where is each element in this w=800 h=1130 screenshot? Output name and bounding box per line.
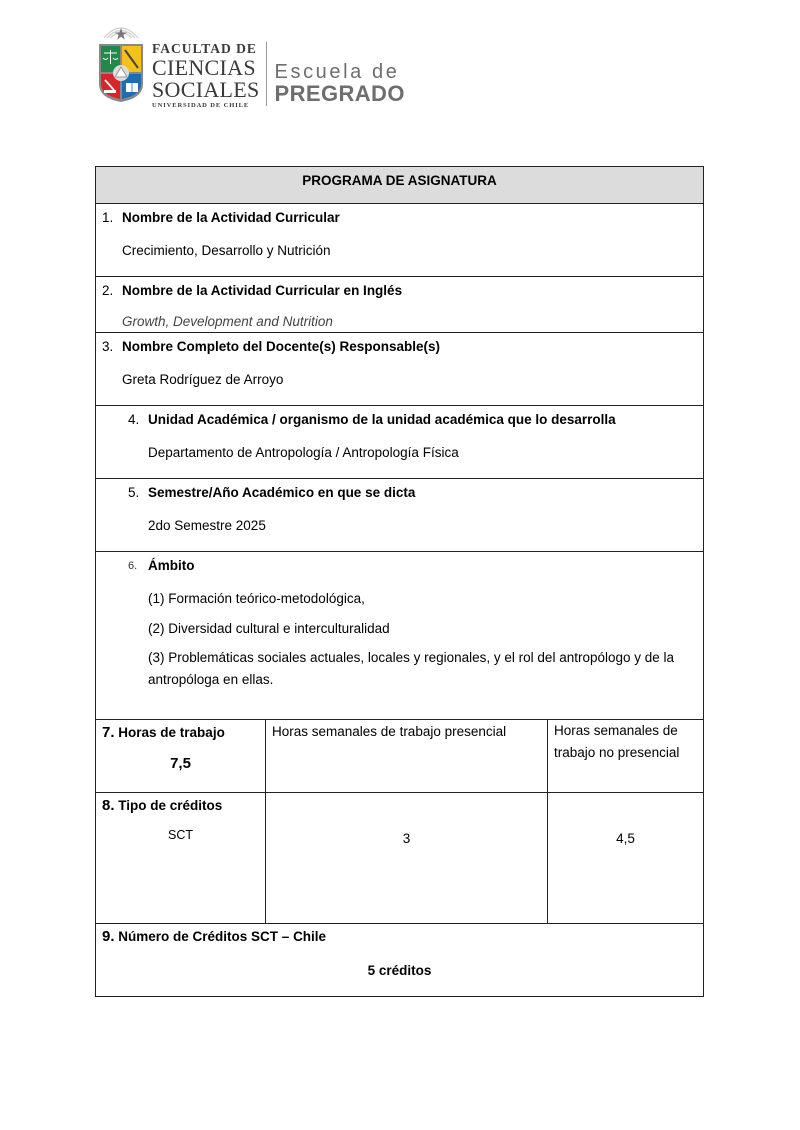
presencial-header: Horas semanales de trabajo presencial bbox=[266, 720, 548, 792]
total-hours: 7,5 bbox=[170, 755, 191, 772]
coat-of-arms-icon bbox=[96, 20, 146, 106]
no-presencial-header: Horas semanales de trabajo no presencial bbox=[554, 723, 680, 760]
school-name bbox=[275, 62, 405, 105]
section-number: 2. bbox=[102, 283, 114, 298]
section-academic-unit bbox=[96, 406, 703, 479]
scope-item: (2) Diversidad cultural e interculturalidad bbox=[148, 621, 390, 636]
faculty-line-1: FACULTAD DE bbox=[152, 41, 257, 56]
section-credit-type bbox=[96, 793, 703, 924]
faculty-name bbox=[152, 42, 260, 109]
section-label: Ámbito bbox=[148, 558, 195, 573]
section-value: Departamento de Antropología / Antropología Física bbox=[148, 445, 459, 460]
section-value: Crecimiento, Desarrollo y Nutrición bbox=[122, 243, 331, 258]
no-presencial-hours-value: 4,5 bbox=[616, 831, 635, 846]
credit-type-cell bbox=[96, 793, 266, 923]
section-number: 6. bbox=[128, 560, 138, 572]
credit-type-value: SCT bbox=[168, 828, 193, 842]
school-line-1: Escuela de bbox=[274, 61, 400, 83]
section-label: Nombre de la Actividad Curricular en Inglés bbox=[122, 283, 403, 298]
section-work-hours bbox=[96, 720, 703, 793]
section-number: 7. bbox=[102, 724, 115, 741]
table-title: PROGRAMA DE ASIGNATURA bbox=[96, 167, 703, 204]
scope-item: (1) Formación teórico-metodológica, bbox=[148, 591, 365, 606]
section-label: Número de Créditos SCT – Chile bbox=[118, 929, 327, 944]
section-credit-number bbox=[96, 924, 703, 996]
faculty-logo bbox=[96, 20, 405, 108]
section-teacher bbox=[96, 333, 703, 406]
section-label: Unidad Académica / organismo de la unidad académica que lo desarrolla bbox=[148, 412, 616, 427]
section-label: Horas de trabajo bbox=[118, 725, 225, 740]
section-value: 2do Semestre 2025 bbox=[148, 518, 266, 533]
section-number: 3. bbox=[102, 339, 114, 354]
section-scope bbox=[96, 552, 703, 720]
section-label: Semestre/Año Académico en que se dicta bbox=[148, 485, 416, 500]
school-line-2: PREGRADO bbox=[274, 81, 405, 106]
section-label: Nombre Completo del Docente(s) Responsable(s) bbox=[122, 339, 441, 354]
section-number: 5. bbox=[128, 485, 140, 500]
section-number: 9. bbox=[102, 928, 115, 945]
section-label: Nombre de la Actividad Curricular bbox=[122, 210, 340, 225]
work-hours-cell bbox=[96, 720, 266, 792]
scope-item: (3) Problemáticas sociales actuales, locales y regionales, y el rol del antropólogo y de la antropóloga en ellas. bbox=[148, 650, 675, 687]
university-name: UNIVERSIDAD DE CHILE bbox=[152, 101, 250, 109]
section-activity-name-english bbox=[96, 277, 703, 333]
presencial-hours-value: 3 bbox=[266, 793, 548, 923]
section-number: 8. bbox=[102, 797, 115, 814]
section-activity-name bbox=[96, 204, 703, 277]
section-label: Tipo de créditos bbox=[118, 798, 223, 813]
faculty-line-3: SOCIALES bbox=[152, 76, 260, 102]
section-value: Greta Rodríguez de Arroyo bbox=[122, 372, 284, 387]
section-semester bbox=[96, 479, 703, 552]
section-number: 4. bbox=[128, 412, 140, 427]
section-number: 1. bbox=[102, 210, 114, 225]
logo-divider bbox=[266, 42, 267, 106]
course-program-table bbox=[95, 166, 704, 997]
faculty-line-2: CIENCIAS bbox=[152, 54, 256, 80]
credit-number-value: 5 créditos bbox=[367, 963, 432, 978]
section-value: Growth, Development and Nutrition bbox=[122, 314, 333, 329]
